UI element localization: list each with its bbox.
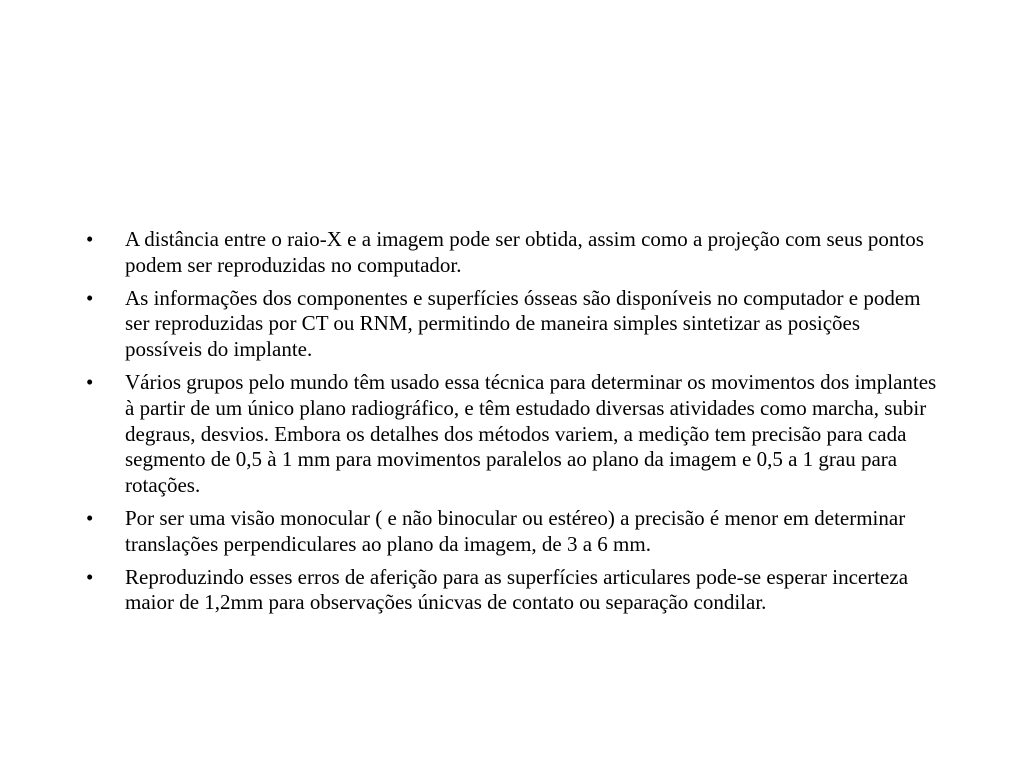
bullet-text: Reproduzindo esses erros de aferição para as superfícies articulares pode-se esperar incerteza maior de 1,2mm para observações únicvas de contato ou separação condilar. [125,564,909,615]
bullet-text: As informações dos componentes e superfícies ósseas são disponíveis no computador e podem ser reproduzidas por CT ou RNM, permitindo de maneira simples sintetizar as posições possíveis do implante. [125,285,921,362]
bullet-text: A distância entre o raio-X e a imagem pode ser obtida, assim como a projeção com seus pontos podem ser reproduzidas no computador. [125,227,924,277]
bullet-item-2 [84,286,940,363]
bullet-list [84,227,940,623]
bullet-text: Por ser uma visão monocular ( e não binocular ou estéreo) a precisão é menor em determinar translações perpendiculares ao plano da imagem, de 3 a 6 mm. [125,505,906,556]
bullet-item-4 [84,506,940,558]
bullet-icon: • [86,505,94,530]
bullet-icon: • [86,369,94,394]
bullet-icon: • [86,227,94,251]
bullet-item-5 [84,565,940,617]
bullet-icon: • [86,564,94,589]
bullet-item-3 [84,370,940,499]
bullet-item-1 [84,227,940,279]
bullet-icon: • [86,285,94,310]
bullet-text: Vários grupos pelo mundo têm usado essa técnica para determinar os movimentos dos implantes à partir de um único plano radiográfico, e têm estudado diversas atividades como marcha, subir degraus, desvios. Embora os detalhes dos métodos variem, a medição tem precisão para cada segmento de 0,5 à 1 mm para movimentos paralelos ao plano da imagem e 0,5 a 1 grau para rotações. [125,369,937,498]
